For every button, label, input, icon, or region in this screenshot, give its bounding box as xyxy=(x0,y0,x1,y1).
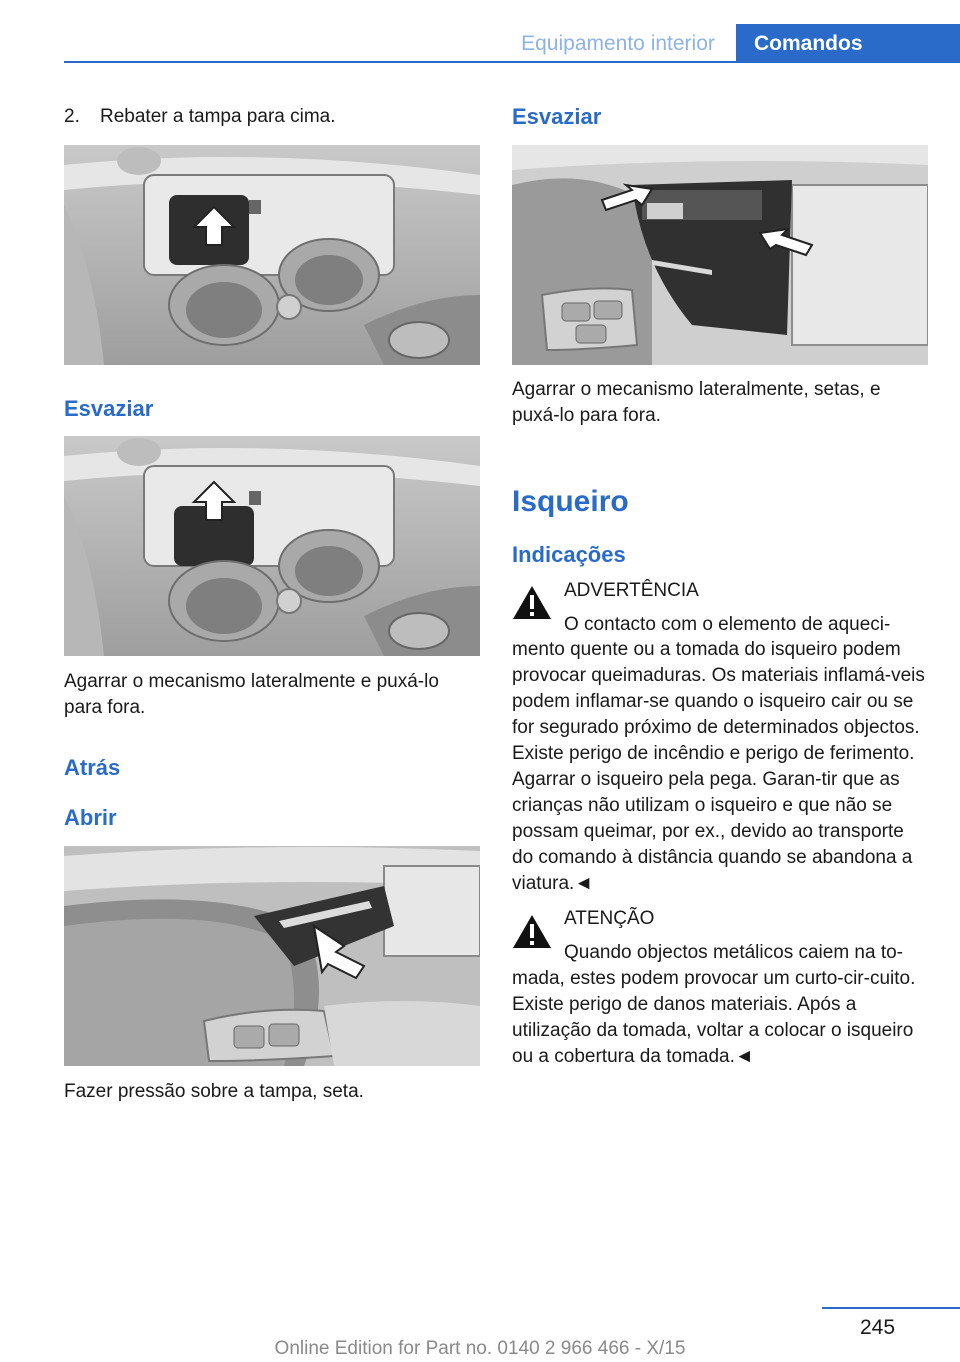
header-tab: Comandos xyxy=(736,24,960,63)
door-photo-remove-tray xyxy=(512,145,928,365)
warning2-title: ATENÇÃO xyxy=(564,908,655,929)
warning1-first-line: O contacto com o elemento de aqueci- xyxy=(564,614,891,635)
footer-rule xyxy=(822,1307,960,1309)
console-photo-remove xyxy=(64,436,480,656)
text-agarrar-left: Agarrar o mecanismo lateralmente e puxá-lo para fora. xyxy=(64,671,439,718)
caution-triangle-icon xyxy=(512,913,552,949)
warning2-first-line: Quando objectos metálicos caiem na to- xyxy=(564,942,904,963)
warning1-body: mento quente ou a tomada do isqueiro podem provocar queimaduras. Os materiais inflamá-veis podem inflamar-se quando o isqueiro cair ou se for segurado próximo de determinados objectos. Existe perigo de incêndio e perigo de ferimento. Agarrar o isqueiro pela pega. Garan-tir que as crianças não utilizam o isqueiro e que não se possam queimar, por ex., devido ao transporte do comando à distância quando se abandona a viatura.◄ xyxy=(512,639,925,894)
heading-atras: Atrás xyxy=(64,755,121,780)
warning2-body: mada, estes podem provocar um curto-cir-cuito. Existe perigo de danos materiais. Após a utilização da tomada, voltar a colocar o isqueiro ou a cobertura da tomada.◄ xyxy=(512,968,916,1067)
heading-esvaziar-left: Esvaziar xyxy=(64,396,154,421)
footer-edition: Online Edition for Part no. 0140 2 966 466 - X/15 xyxy=(274,1338,686,1359)
heading-indicacoes: Indicações xyxy=(512,542,626,567)
header-section: Equipamento interior xyxy=(521,32,715,55)
page-number: 245 xyxy=(860,1316,896,1339)
warning1-title: ADVERTÊNCIA xyxy=(564,580,699,601)
heading-isqueiro: Isqueiro xyxy=(512,485,629,518)
text-pressao: Fazer pressão sobre a tampa, seta. xyxy=(64,1081,364,1102)
header-rule xyxy=(64,61,960,63)
heading-esvaziar-right: Esvaziar xyxy=(512,104,602,129)
heading-abrir: Abrir xyxy=(64,805,117,830)
door-photo-press-lid xyxy=(64,846,480,1066)
warning-triangle-icon xyxy=(512,584,552,620)
text-agarrar-right: Agarrar o mecanismo lateralmente, setas, e puxá-lo para fora. xyxy=(512,379,881,426)
step-text: Rebater a tampa para cima. xyxy=(100,106,336,127)
console-photo-open-lid xyxy=(64,145,480,365)
step-number: 2. xyxy=(64,106,80,127)
